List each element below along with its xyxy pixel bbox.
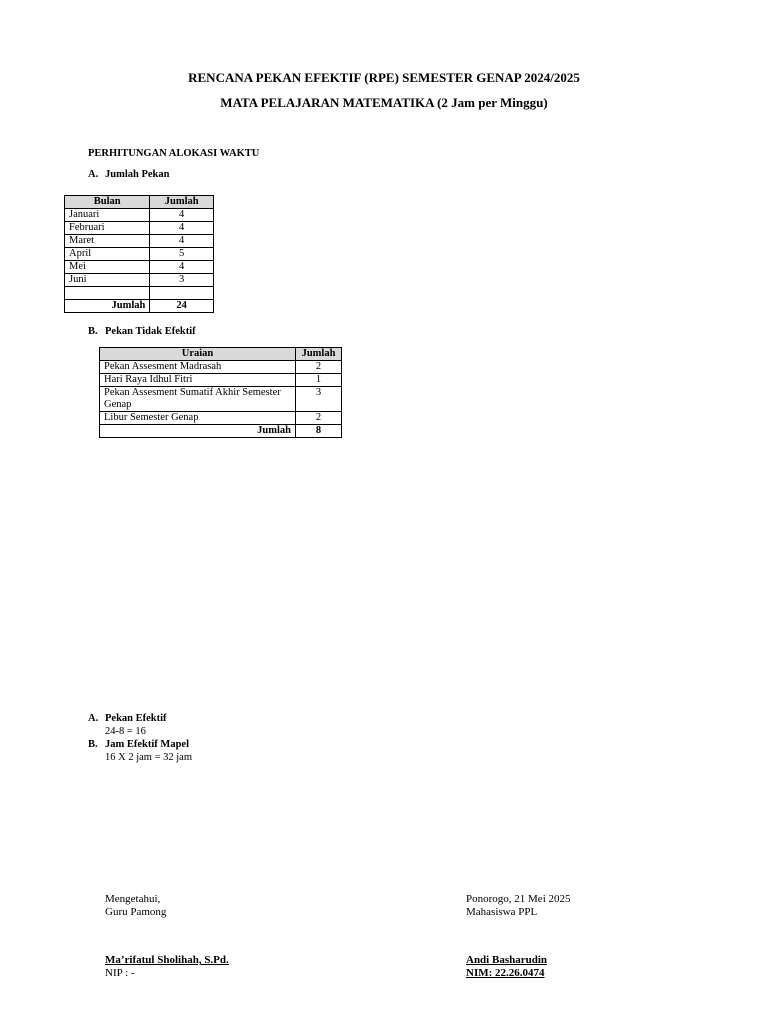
column-header-bulan: Bulan [65,196,150,209]
part-a-heading [88,169,169,180]
description-cell: Pekan Assesment Madrasah [100,361,296,374]
count-cell: 2 [296,361,342,374]
table-row [65,209,214,222]
left-signature-block [105,893,166,919]
count-cell: 2 [296,412,342,425]
total-label: Jumlah [100,425,296,438]
total-value: 24 [150,300,214,313]
right-place-date: Ponorogo, 21 Mei 2025 [466,893,571,905]
summary-b-label: B. [88,739,98,750]
part-b-heading [88,326,196,337]
table-row [100,374,342,387]
count-cell: 1 [296,374,342,387]
table-row [65,261,214,274]
pekan-tidak-efektif-table [99,347,342,438]
left-signer [105,954,229,980]
description-cell: Pekan Assesment Sumatif Akhir Semester Genap [100,387,296,412]
part-b-label: B. [88,326,98,337]
right-signer [466,954,547,980]
count-cell: 4 [150,209,214,222]
table-header-row [65,196,214,209]
month-cell: April [65,248,150,261]
count-cell: 4 [150,235,214,248]
summary-b-title: Jam Efektif Mapel [105,739,189,750]
right-signer-id: NIM: 22.26.0474 [466,967,545,979]
summary-b-heading [88,739,189,750]
table-row [65,274,214,287]
month-cell: Maret [65,235,150,248]
total-value: 8 [296,425,342,438]
right-signature-block [466,893,571,919]
part-a-label: A. [88,169,99,180]
summary-a-label: A. [88,713,99,724]
column-header-jumlah: Jumlah [296,348,342,361]
column-header-uraian: Uraian [100,348,296,361]
count-cell: 4 [150,222,214,235]
count-cell: 3 [150,274,214,287]
table-header-row [100,348,342,361]
document-title: RENCANA PEKAN EFEKTIF (RPE) SEMESTER GENAP 2024/2025 [188,70,580,85]
left-acknowledge-text: Mengetahui, [105,893,161,905]
description-cell: Libur Semester Genap [100,412,296,425]
column-header-jumlah: Jumlah [150,196,214,209]
left-signer-id: NIP : - [105,967,135,979]
month-cell: Juni [65,274,150,287]
part-a-title: Jumlah Pekan [105,169,170,180]
total-label: Jumlah [65,300,150,313]
summary-a-heading [88,713,167,724]
count-cell: 3 [296,387,342,412]
section-heading: PERHITUNGAN ALOKASI WAKTU [88,148,260,159]
table-row [100,387,342,412]
right-signer-name: Andi Basharudin [466,954,548,966]
empty-cell [150,287,214,300]
empty-cell [65,287,150,300]
description-cell: Hari Raya Idhul Fitri [100,374,296,387]
table-row [65,248,214,261]
month-cell: Februari [65,222,150,235]
part-b-title: Pekan Tidak Efektif [105,326,196,337]
total-row [100,425,342,438]
total-row [65,300,214,313]
summary-b-value: 16 X 2 jam = 32 jam [105,752,192,763]
jumlah-pekan-table [64,195,214,313]
summary-a-value: 24-8 = 16 [105,726,146,737]
table-row [100,412,342,425]
table-row [65,222,214,235]
empty-row [65,287,214,300]
left-role-text: Guru Pamong [105,906,167,918]
count-cell: 4 [150,261,214,274]
summary-a-title: Pekan Efektif [105,713,167,724]
month-cell: Mei [65,261,150,274]
table-row [65,235,214,248]
left-signer-name: Ma’rifatul Sholihah, S.Pd. [105,954,229,966]
table-row [100,361,342,374]
document-subtitle: MATA PELAJARAN MATEMATIKA (2 Jam per Minggu) [220,95,548,110]
month-cell: Januari [65,209,150,222]
right-role-text: Mahasiswa PPL [466,906,538,918]
count-cell: 5 [150,248,214,261]
